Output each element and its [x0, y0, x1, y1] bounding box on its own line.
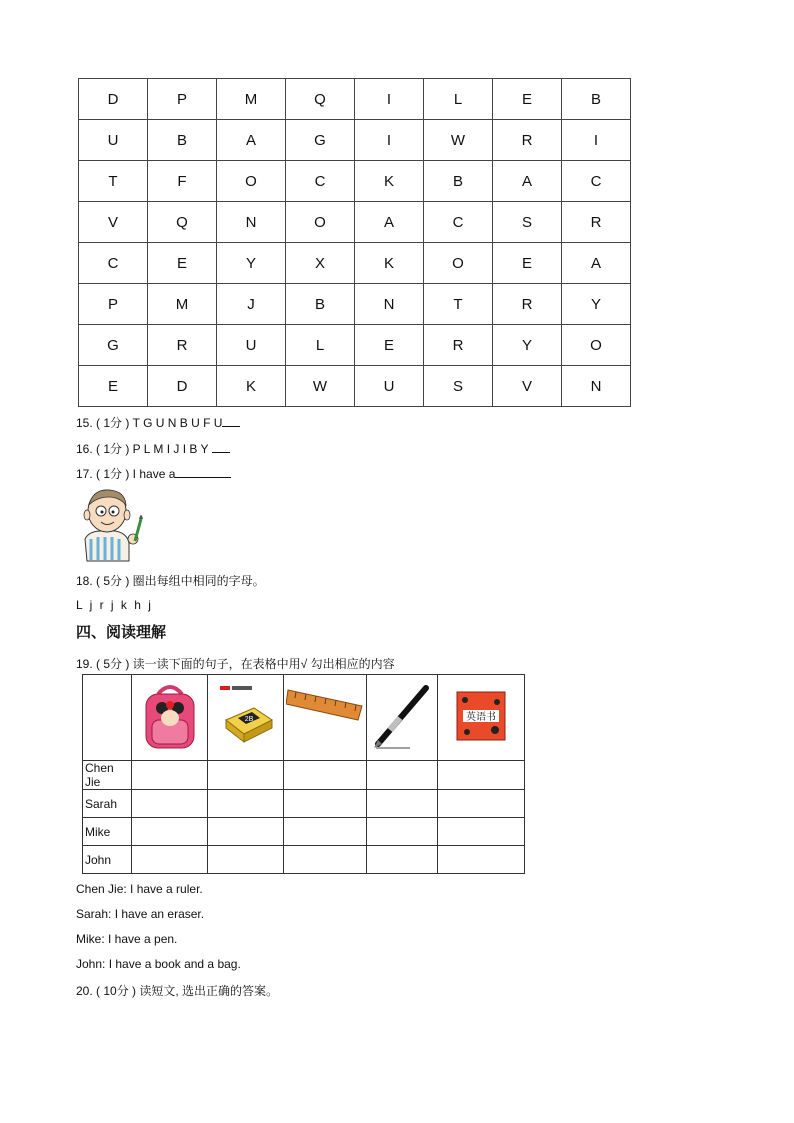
grid-cell[interactable]: Y	[217, 243, 286, 284]
grid-cell[interactable]: M	[217, 79, 286, 120]
grid-row	[79, 202, 631, 243]
question-20	[76, 982, 278, 999]
answer-blank[interactable]	[212, 452, 230, 453]
pen-icon	[370, 680, 434, 752]
table-row	[83, 818, 525, 846]
grid-cell[interactable]: A	[217, 120, 286, 161]
section-heading: 四、阅读理解	[76, 623, 167, 641]
grid-cell[interactable]: O	[217, 161, 286, 202]
grid-cell[interactable]: Q	[148, 202, 217, 243]
grid-cell[interactable]: W	[286, 366, 355, 407]
eraser-cell	[208, 675, 284, 761]
english-book-label: 英语书	[466, 712, 496, 723]
grid-cell[interactable]: R	[493, 284, 562, 325]
answer-blank[interactable]	[175, 477, 231, 478]
grid-cell[interactable]: S	[424, 366, 493, 407]
check-cell[interactable]	[284, 846, 367, 874]
grid-cell[interactable]: K	[217, 366, 286, 407]
grid-row	[79, 243, 631, 284]
sentence: Chen Jie: I have a ruler.	[76, 882, 203, 896]
question-18	[76, 572, 265, 589]
grid-cell[interactable]: O	[286, 202, 355, 243]
grid-cell[interactable]: Y	[562, 284, 631, 325]
sentence: Mike: I have a pen.	[76, 932, 178, 946]
grid-cell[interactable]: G	[286, 120, 355, 161]
sentence: John: I have a book and a bag.	[76, 957, 241, 971]
question-19-text: 19. ( 5分 ) 读一读下面的句子，在表格中用√ 勾出相应的内容	[76, 657, 395, 671]
table-row	[83, 790, 525, 818]
grid-cell[interactable]: N	[355, 284, 424, 325]
check-cell[interactable]	[367, 761, 438, 790]
grid-row	[79, 366, 631, 407]
grid-row	[79, 284, 631, 325]
question-15	[76, 414, 240, 431]
pen-cell	[367, 675, 438, 761]
grid-cell[interactable]: K	[355, 161, 424, 202]
grid-cell[interactable]: T	[79, 161, 148, 202]
check-cell[interactable]	[284, 761, 367, 790]
english-book-cell	[438, 675, 525, 761]
check-cell[interactable]	[132, 790, 208, 818]
check-cell[interactable]	[438, 818, 525, 846]
grid-cell[interactable]: N	[562, 366, 631, 407]
grid-cell[interactable]: V	[493, 366, 562, 407]
check-cell[interactable]	[208, 846, 284, 874]
question-17-text: 17. ( 1分 ) I have a	[76, 467, 176, 481]
check-cell[interactable]	[132, 761, 208, 790]
check-cell[interactable]	[132, 846, 208, 874]
grid-cell[interactable]: O	[562, 325, 631, 366]
grid-cell[interactable]: B	[148, 120, 217, 161]
grid-cell[interactable]: L	[424, 79, 493, 120]
question-18-text: 18. ( 5分 ) 圈出每组中相同的字母。	[76, 574, 265, 588]
question-16	[76, 440, 230, 457]
grid-cell[interactable]: C	[286, 161, 355, 202]
grid-cell[interactable]: C	[562, 161, 631, 202]
grid-cell[interactable]: Q	[286, 79, 355, 120]
name-cell: Mike	[83, 818, 132, 846]
check-cell[interactable]	[438, 790, 525, 818]
letter-grid	[78, 78, 631, 407]
grid-cell[interactable]: R	[562, 202, 631, 243]
name-cell: Sarah	[83, 790, 132, 818]
grid-cell[interactable]: O	[424, 243, 493, 284]
grid-row	[79, 325, 631, 366]
grid-cell[interactable]: B	[562, 79, 631, 120]
boy-painter-icon	[75, 487, 147, 563]
check-cell[interactable]	[438, 846, 525, 874]
check-cell[interactable]	[367, 846, 438, 874]
question-19	[76, 655, 395, 672]
grid-cell[interactable]: I	[355, 120, 424, 161]
table-row	[83, 846, 525, 874]
grid-cell[interactable]: E	[148, 243, 217, 284]
grid-cell[interactable]: E	[493, 243, 562, 284]
question-18-letters: L j r j k h j	[76, 598, 151, 612]
check-cell[interactable]	[208, 818, 284, 846]
grid-cell[interactable]: P	[79, 284, 148, 325]
question-15-text: 15. ( 1分 ) T G U N B U F U	[76, 416, 223, 430]
answer-blank[interactable]	[222, 426, 240, 427]
grid-cell[interactable]: P	[148, 79, 217, 120]
grid-cell[interactable]: I	[355, 79, 424, 120]
grid-cell[interactable]: J	[217, 284, 286, 325]
question-16-text: 16. ( 1分 ) P L M I J I B Y	[76, 442, 209, 456]
grid-cell[interactable]: S	[493, 202, 562, 243]
check-cell[interactable]	[284, 790, 367, 818]
grid-cell[interactable]: E	[355, 325, 424, 366]
check-cell[interactable]	[367, 818, 438, 846]
grid-cell[interactable]: G	[79, 325, 148, 366]
grid-cell[interactable]: M	[148, 284, 217, 325]
grid-cell[interactable]: C	[79, 243, 148, 284]
eraser-icon	[214, 680, 278, 752]
table-header-row	[83, 675, 525, 761]
grid-cell[interactable]: U	[355, 366, 424, 407]
grid-cell[interactable]: A	[493, 161, 562, 202]
grid-cell[interactable]: Y	[493, 325, 562, 366]
grid-cell[interactable]: U	[217, 325, 286, 366]
sentence: Sarah: I have an eraser.	[76, 907, 205, 921]
name-cell: Chen Jie	[83, 761, 132, 790]
grid-cell[interactable]: X	[286, 243, 355, 284]
grid-cell[interactable]: C	[424, 202, 493, 243]
grid-cell[interactable]: R	[493, 120, 562, 161]
english-book-icon	[455, 690, 507, 742]
grid-cell[interactable]: A	[562, 243, 631, 284]
grid-cell[interactable]: T	[424, 284, 493, 325]
question-17	[76, 465, 231, 482]
check-cell[interactable]	[284, 818, 367, 846]
grid-row	[79, 79, 631, 120]
grid-cell[interactable]: E	[493, 79, 562, 120]
grid-cell[interactable]: R	[424, 325, 493, 366]
svg-text:2B: 2B	[244, 716, 253, 723]
name-cell: John	[83, 846, 132, 874]
grid-cell[interactable]: F	[148, 161, 217, 202]
check-cell[interactable]	[132, 818, 208, 846]
grid-cell[interactable]: K	[355, 243, 424, 284]
table-corner-cell	[83, 675, 132, 761]
check-cell[interactable]	[208, 790, 284, 818]
ruler-cell	[284, 675, 367, 761]
ruler-icon	[286, 680, 364, 752]
schoolbag-icon	[138, 680, 202, 752]
grid-cell[interactable]: E	[79, 366, 148, 407]
check-cell[interactable]	[367, 790, 438, 818]
grid-cell[interactable]: I	[562, 120, 631, 161]
grid-cell[interactable]: B	[286, 284, 355, 325]
grid-cell[interactable]: R	[148, 325, 217, 366]
grid-cell[interactable]: U	[79, 120, 148, 161]
grid-row	[79, 161, 631, 202]
grid-cell[interactable]: V	[79, 202, 148, 243]
table-row	[83, 761, 525, 790]
grid-row	[79, 120, 631, 161]
question-20-text: 20. ( 10分 ) 读短文, 选出正确的答案。	[76, 984, 279, 998]
check-cell[interactable]	[208, 761, 284, 790]
grid-cell[interactable]: L	[286, 325, 355, 366]
grid-cell[interactable]: N	[217, 202, 286, 243]
schoolbag-cell	[132, 675, 208, 761]
grid-cell[interactable]: W	[424, 120, 493, 161]
grid-cell[interactable]: B	[424, 161, 493, 202]
grid-cell[interactable]: A	[355, 202, 424, 243]
grid-cell[interactable]: D	[148, 366, 217, 407]
checklist-table	[82, 674, 525, 874]
grid-cell[interactable]: D	[79, 79, 148, 120]
check-cell[interactable]	[438, 761, 525, 790]
